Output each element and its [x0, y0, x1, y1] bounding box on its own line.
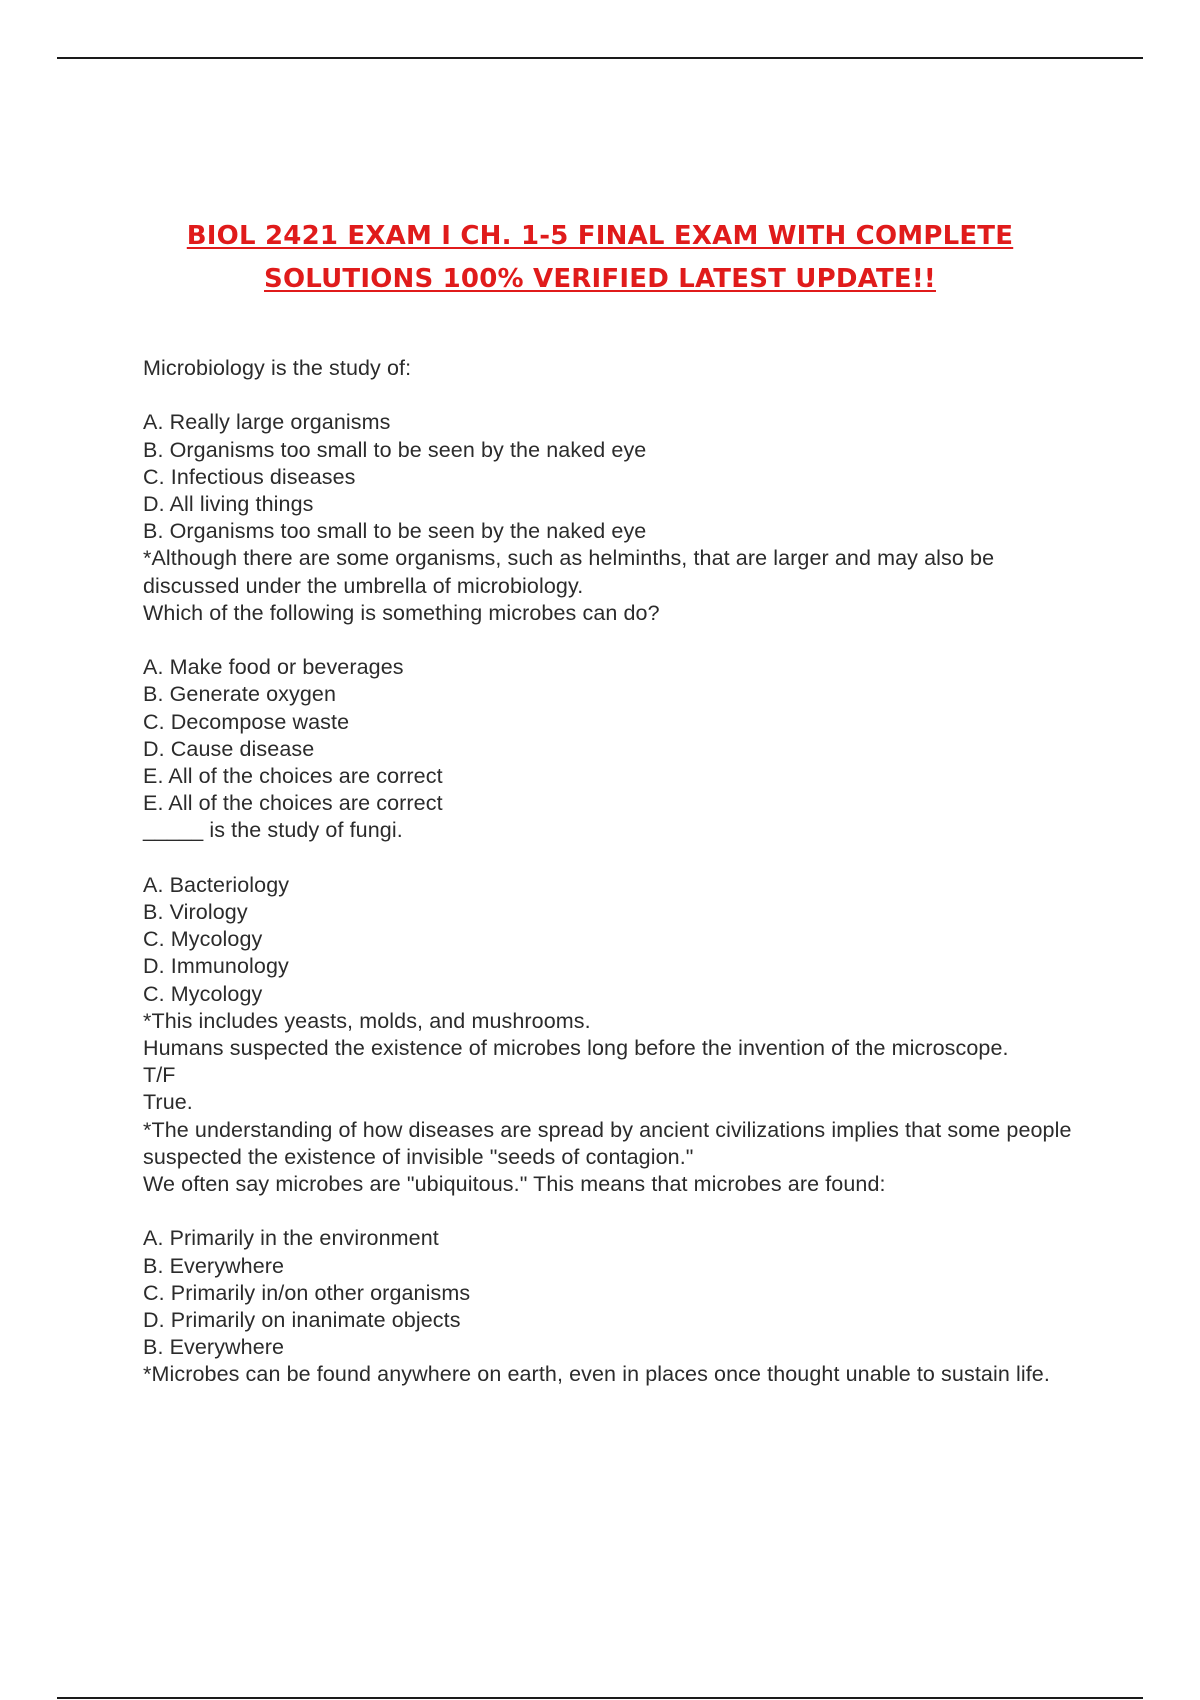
spacer [143, 1198, 1073, 1225]
q1-option-b: B. Organisms too small to be seen by the naked eye [143, 437, 647, 462]
q2-option-b: B. Generate oxygen [143, 682, 337, 707]
q2-question: Which of the following is something microbes can do? [143, 600, 660, 625]
q3-question: _____ is the study of fungi. [143, 818, 403, 843]
q1-option-a: A. Really large organisms [143, 410, 391, 435]
q4-explanation: *The understanding of how diseases are spread by ancient civilizations implies that some people suspected the existence of invisible "seeds of contagion." [143, 1117, 1072, 1169]
document-title [0, 215, 1200, 301]
q5-question: We often say microbes are "ubiquitous." This means that microbes are found: [143, 1172, 886, 1197]
q5-answer: B. Everywhere [143, 1335, 285, 1360]
q5-option-c: C. Primarily in/on other organisms [143, 1280, 471, 1305]
q2-answer: E. All of the choices are correct [143, 791, 443, 816]
q3-option-d: D. Immunology [143, 954, 289, 979]
q5-option-b: B. Everywhere [143, 1253, 285, 1278]
spacer [143, 627, 1073, 654]
header-rule [57, 57, 1143, 59]
document-body [143, 355, 1073, 1389]
q4-question: Humans suspected the existence of microbes long before the invention of the microscope. [143, 1036, 1009, 1061]
q2-option-a: A. Make food or beverages [143, 655, 404, 680]
q1-explanation: *Although there are some organisms, such as helminths, that are larger and may also be discussed under the umbrella of microbiology. [143, 546, 995, 598]
q5-option-a: A. Primarily in the environment [143, 1226, 439, 1251]
q2-option-c: C. Decompose waste [143, 709, 350, 734]
title-line-2: SOLUTIONS 100% VERIFIED LATEST UPDATE!! [264, 264, 936, 294]
q3-explanation: *This includes yeasts, molds, and mushrooms. [143, 1008, 591, 1033]
spacer [143, 845, 1073, 872]
q3-option-a: A. Bacteriology [143, 872, 290, 897]
q1-question: Microbiology is the study of: [143, 356, 412, 380]
q4-answer: True. [143, 1090, 193, 1115]
q3-option-c: C. Mycology [143, 927, 263, 952]
q5-option-d: D. Primarily on inanimate objects [143, 1308, 461, 1333]
q5-explanation: *Microbes can be found anywhere on earth, even in places once thought unable to sustain life. [143, 1362, 1050, 1387]
q3-option-b: B. Virology [143, 900, 248, 925]
q1-option-d: D. All living things [143, 492, 314, 516]
title-line-1: BIOL 2421 EXAM I CH. 1-5 FINAL EXAM WITH COMPLETE [186, 221, 1014, 251]
q1-answer: B. Organisms too small to be seen by the naked eye [143, 519, 647, 544]
q1-option-c: C. Infectious diseases [143, 464, 356, 489]
footer-rule [57, 1697, 1143, 1699]
q2-option-e: E. All of the choices are correct [143, 764, 443, 789]
q4-format: T/F [143, 1063, 176, 1088]
q3-answer: C. Mycology [143, 981, 263, 1006]
q2-option-d: D. Cause disease [143, 736, 315, 761]
spacer [143, 382, 1073, 409]
